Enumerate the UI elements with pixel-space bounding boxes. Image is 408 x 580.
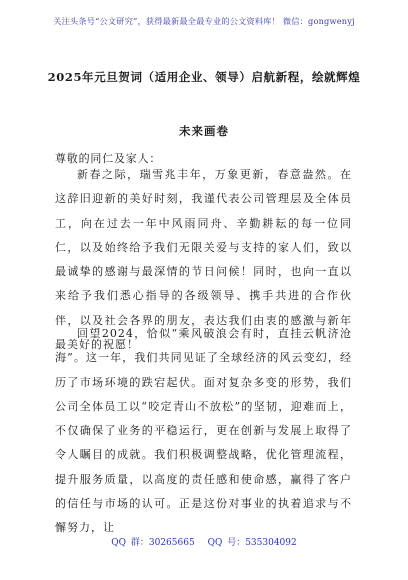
promo-header: 关注头条号“公文研究”，获得最新最全最专业的公文资料库！ 微信：gongwenyj xyxy=(53,16,355,26)
qq-group: QQ 群：30265665 xyxy=(111,538,195,548)
paragraph-1: 新春之际，瑞雪兆丰年，万象更新，春意盎然。在这辞旧迎新的美好时刻，我谨代表公司管理层及全体员工，向在过去一年中风雨同舟、辛勤耕耘的每一位同仁，以及始终给予我们无限关爱与支持的家人们，致以最诚挚的感谢与最深情的节日问候！同时，也向一直以来给予我们悉心指导的各级领导、携手共进的合作伙伴，以及社会各界的朋友，表达我们由衷的感激与新年最美好的祝愿！ xyxy=(55,168,352,352)
qq-number: QQ 号：535304092 xyxy=(207,538,297,548)
document-subtitle: 未来画卷 xyxy=(179,124,229,138)
contact-footer xyxy=(0,535,408,548)
paragraph-2: 回望2024，恰似“乘风破浪会有时，直挂云帆济沧海”。这一年，我们共同见证了全球经济的风云变幻，经历了市场环境的跌宕起伏。面对复杂多变的形势，我们公司全体员工以“咬定青山不放松”的坚韧，迎难而上，不仅确保了业务的平稳运行，更在创新与发展上取得了令人瞩目的成就。我们积极调整战略，优化管理流程，提升服务质量，以高度的责任感和使命感，赢得了客户的信任与市场的认可。正是这份对事业的执着追求与不懈努力，让 xyxy=(55,327,352,535)
document-title: 2025年元旦贺词（适用企业、领导）启航新程，绘就辉煌 xyxy=(47,70,361,84)
greeting: 尊敬的同仁及家人： xyxy=(55,152,162,165)
